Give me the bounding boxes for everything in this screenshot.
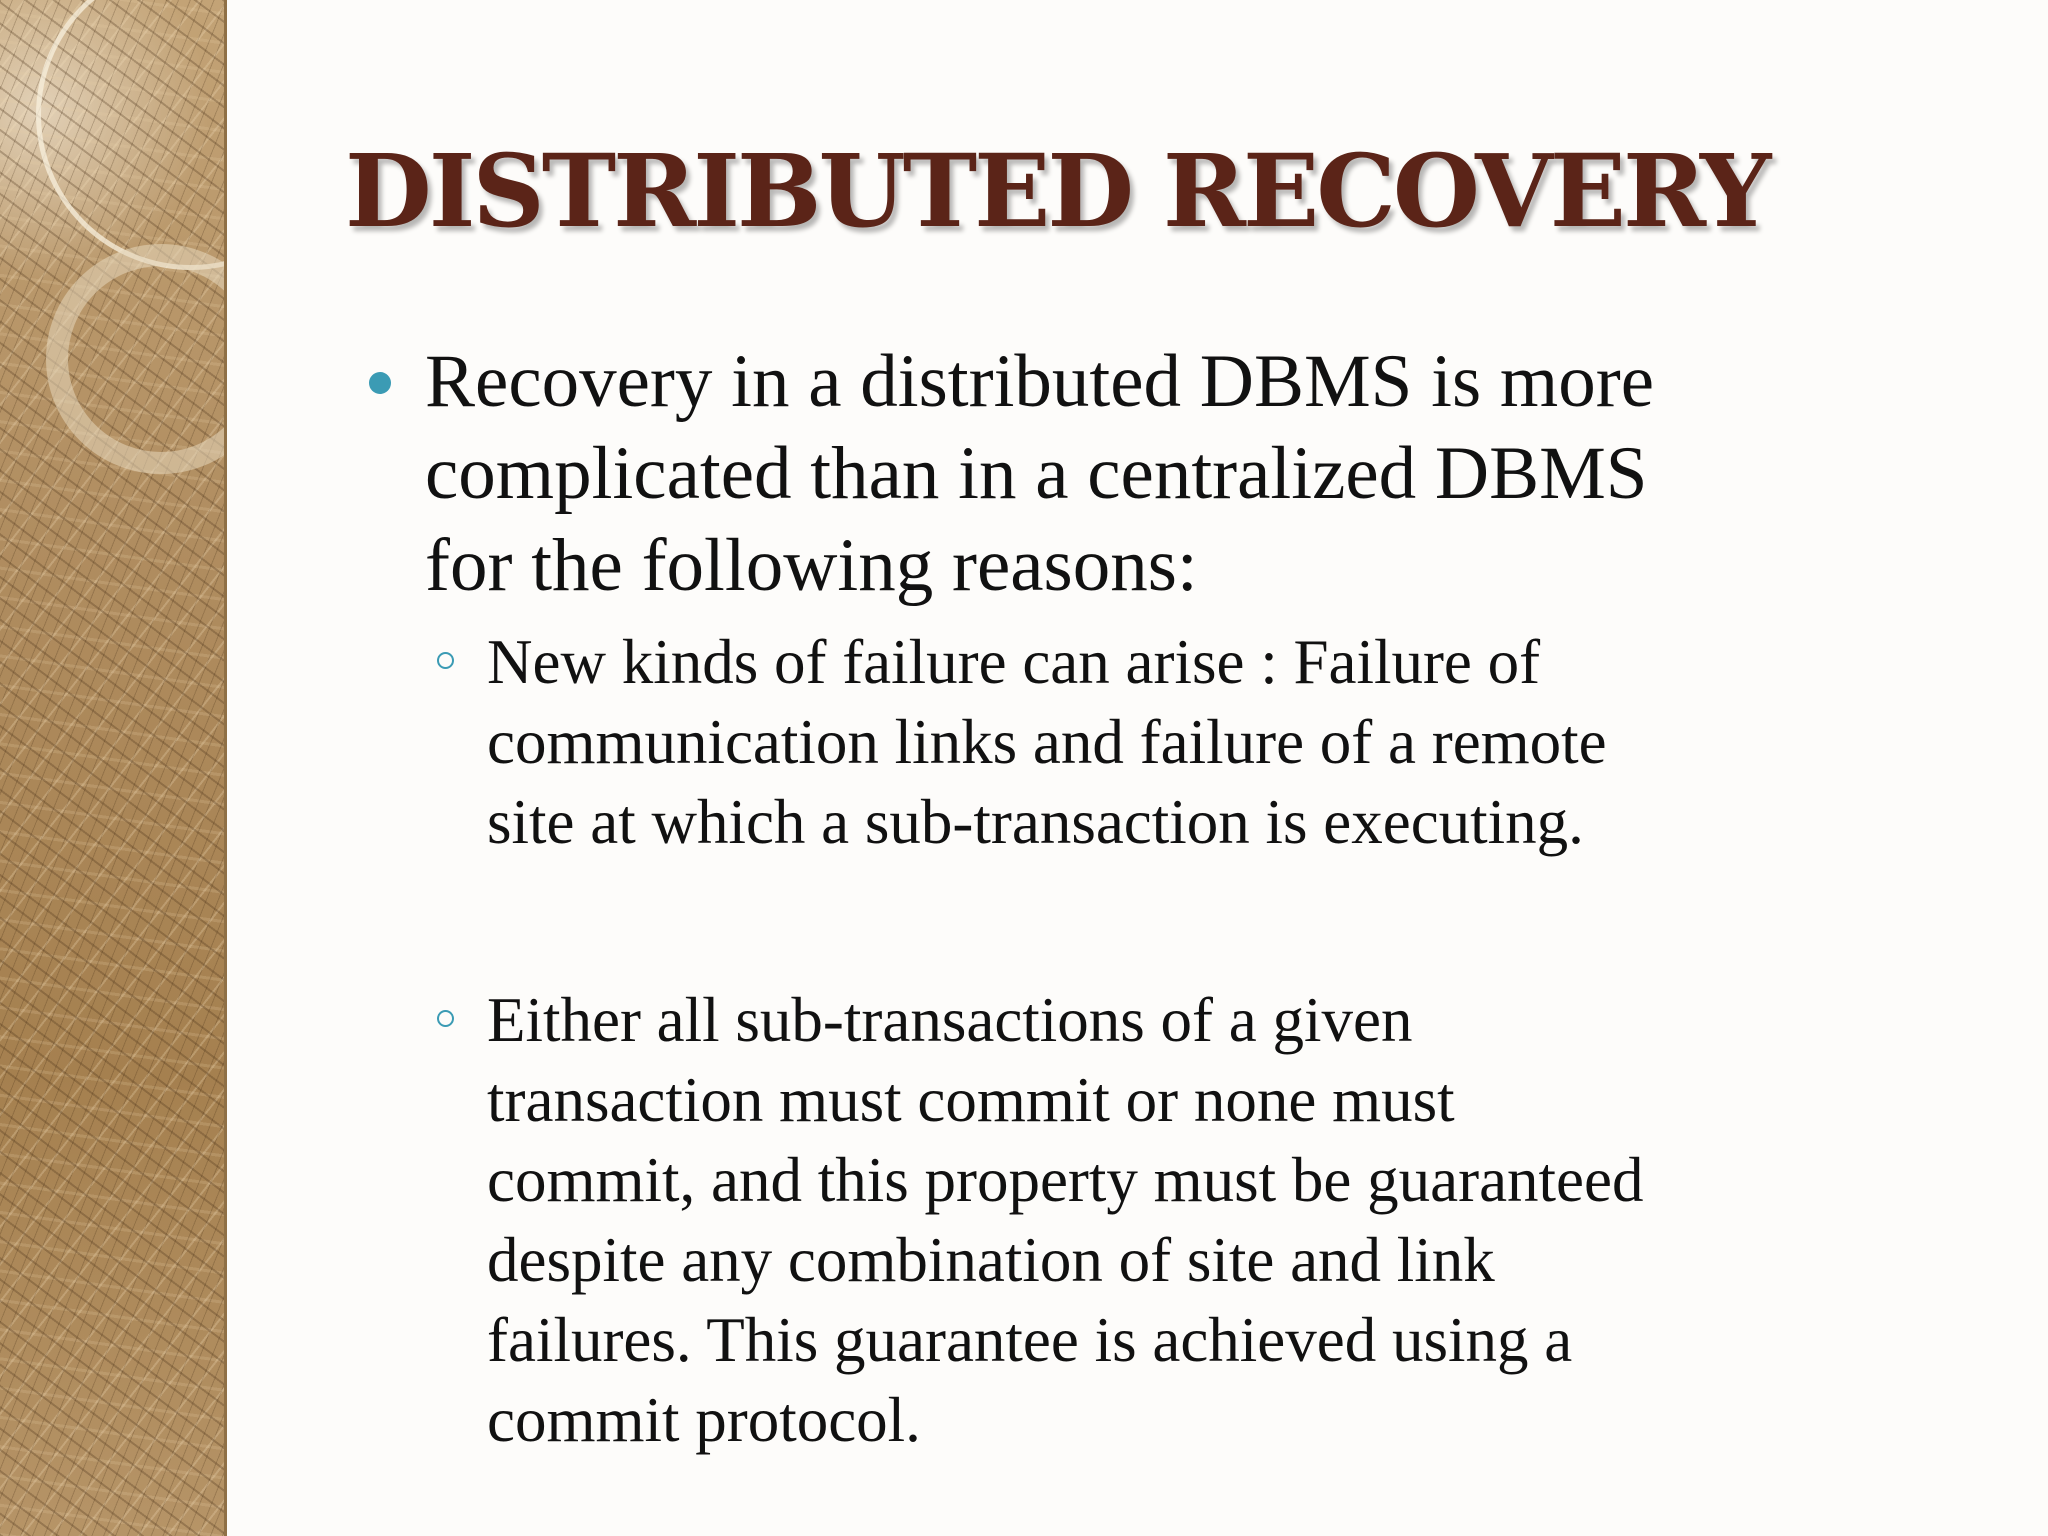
bullet-line: for the following reasons: — [425, 524, 1198, 607]
sidebar-edge-divider — [224, 0, 227, 1536]
filled-circle-bullet-icon — [369, 372, 391, 394]
sub-bullet-line: site at which a sub-transaction is executing. — [487, 787, 1584, 857]
decorative-sidebar — [0, 0, 227, 1536]
sub-bullet-line: Either all sub-transactions of a given — [487, 985, 1413, 1055]
slide-body — [365, 336, 2005, 1460]
sub-bullet-line: communication links and failure of a remote — [487, 707, 1607, 777]
slide-title: DISTRIBUTED RECOVERY — [345, 132, 1769, 250]
sub-bullet-line: despite any combination of site and link — [487, 1225, 1495, 1295]
sub-bullet-line: commit, and this property must be guaranteed — [487, 1145, 1644, 1215]
sub-bullet-item-commit-protocol — [365, 980, 2005, 1460]
decorative-ring-thick — [46, 244, 227, 474]
sub-bullet-line: commit protocol. — [487, 1385, 921, 1455]
sub-bullet-line: failures. This guarantee is achieved using a — [487, 1305, 1573, 1375]
hollow-circle-bullet-icon — [437, 1010, 454, 1027]
bullet-line: complicated than in a centralized DBMS — [425, 432, 1648, 515]
decorative-ring-large — [36, 0, 227, 270]
bullet-line: Recovery in a distributed DBMS is more — [425, 340, 1655, 423]
bullet-item-main — [365, 336, 2005, 612]
sub-bullet-item-failure-kinds — [365, 622, 2005, 862]
hollow-circle-bullet-icon — [437, 652, 454, 669]
sub-bullet-line: New kinds of failure can arise : Failure of — [487, 627, 1541, 697]
sub-bullet-line: transaction must commit or none must — [487, 1065, 1455, 1135]
